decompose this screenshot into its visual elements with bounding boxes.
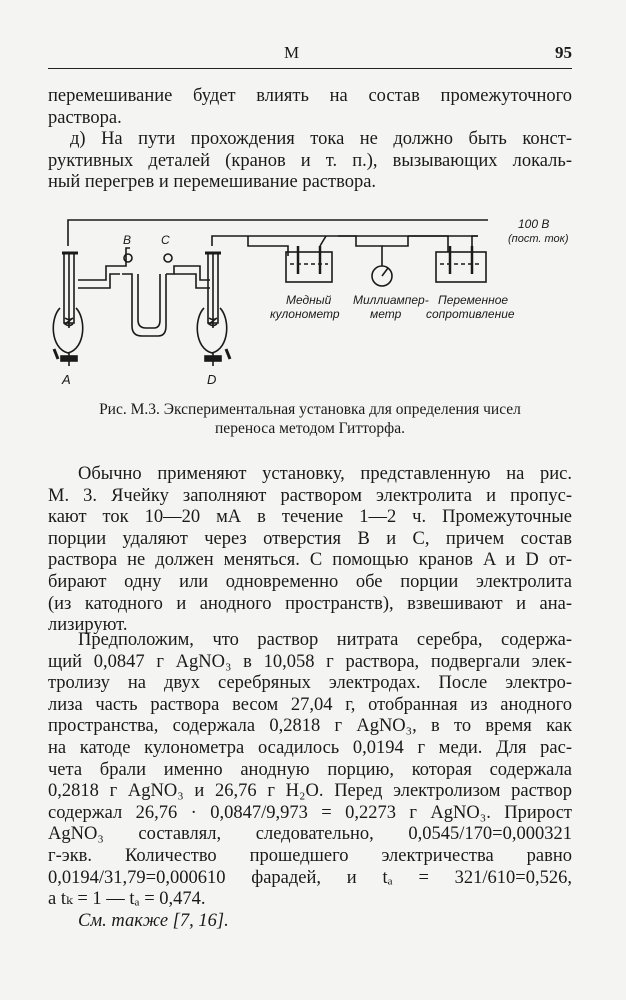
resistance-label: Переменное [438, 293, 509, 307]
supply-wire-bottom [212, 236, 478, 246]
text-line: а tₖ = 1 — tₐ = 0,474. [48, 889, 206, 910]
text-line: бирают одну или одновременно обе порции электролита [48, 571, 572, 592]
text-line: д) На пути прохождения тока не должно быть конст- [70, 129, 572, 150]
text-line: ный перегрев и перемешивание раствора. [48, 172, 377, 193]
tap-b-label: B [123, 233, 132, 247]
variable-resistance-vessel [436, 252, 486, 282]
figure-caption [48, 400, 572, 438]
supply-current-type-label: (пост. ток) [508, 233, 569, 245]
page-number: 95 [555, 43, 572, 62]
caption-line: переноса методом Гитторфа. [215, 420, 405, 437]
caption-line: Рис. М.3. Экспериментальная установка для определения чисел [99, 401, 521, 418]
text-line: М. 3. Ячейку заполняют раствором электролита и пропус- [48, 485, 572, 506]
coulometer-label: Медный [286, 293, 332, 307]
text-line: раствора не должен меняться. С помощью кранов A и D от- [48, 550, 572, 571]
text-line: кают ток 10—20 мА в течение 1—2 ч. Промежуточные [48, 507, 572, 528]
text-line: лиза часть раствора весом 27,04 г, отобранная из анодного [48, 694, 572, 715]
text-line: г-экв. Количество прошедшего электричества равно [48, 845, 572, 866]
text-line: Предположим, что раствор нитрата серебра, содержа- [78, 630, 572, 650]
see-also-reference: См. также [7, 16]. [78, 910, 229, 931]
text-line: 0,2818 г AgNO₃ и 26,76 г H₂O. Перед электролизом раствор [48, 781, 572, 802]
cathode-bulb [197, 308, 226, 353]
coulometer-vessel [286, 252, 332, 282]
tap-c-label: C [161, 233, 170, 247]
anode-bulb [53, 308, 82, 353]
text-line: руктивных деталей (кранов и т. п.), вызывающих локаль- [48, 150, 572, 171]
text-line: на катоде кулонометра осадилось 0,0194 г меди. Для рас- [48, 737, 572, 758]
body-paragraph-2 [48, 630, 572, 932]
tap-a-label: A [62, 372, 71, 387]
tap-d-label: D [207, 372, 217, 387]
text-line: чета брали именно анодную порцию, которая содержала [48, 759, 572, 780]
body-paragraph-1 [48, 464, 572, 637]
supply-voltage-label: 100 В [518, 217, 550, 231]
top-paragraph [48, 86, 572, 194]
text-line: содержал 26,76 · 0,0847/9,973 = 0,2273 г AgNO₃. Прирост [48, 802, 572, 823]
text-line: щий 0,0847 г AgNO₃ в 10,058 г раствора, подвергали элек- [48, 651, 572, 672]
text-line: перемешивание будет влиять на состав промежуточного [48, 86, 572, 106]
resistance-label: сопротивление [426, 307, 515, 321]
text-line: раствора. [48, 107, 122, 128]
text-line: пространства, содержала 0,2818 г AgNO₃, в то время как [48, 716, 572, 737]
hittorf-apparatus-figure [48, 208, 574, 393]
text-line: порции удаляют через отверстия B и C, причем состав [48, 528, 572, 549]
text-line: лизируют. [48, 615, 128, 636]
text-line: AgNO₃ составлял, следовательно, 0,0545/170=0,000321 [48, 824, 572, 845]
running-head-letter: М [284, 43, 300, 62]
text-line: Обычно применяют установку, представленную на рис. [78, 464, 572, 484]
coulometer-label: кулонометр [270, 307, 340, 321]
milliammeter-label: метр [370, 307, 402, 321]
text-line: тролизу на двух серебряных электродах. После электро- [48, 673, 572, 694]
text-line: 0,0194/31,79=0,000610 фарадей, и tₐ = 321/610=0,526, [48, 867, 572, 888]
text-line: (из катодного и анодного пространств), взвешивают и ана- [48, 593, 572, 614]
milliammeter-label: Миллиампер- [353, 293, 429, 307]
header-rule [48, 68, 572, 69]
